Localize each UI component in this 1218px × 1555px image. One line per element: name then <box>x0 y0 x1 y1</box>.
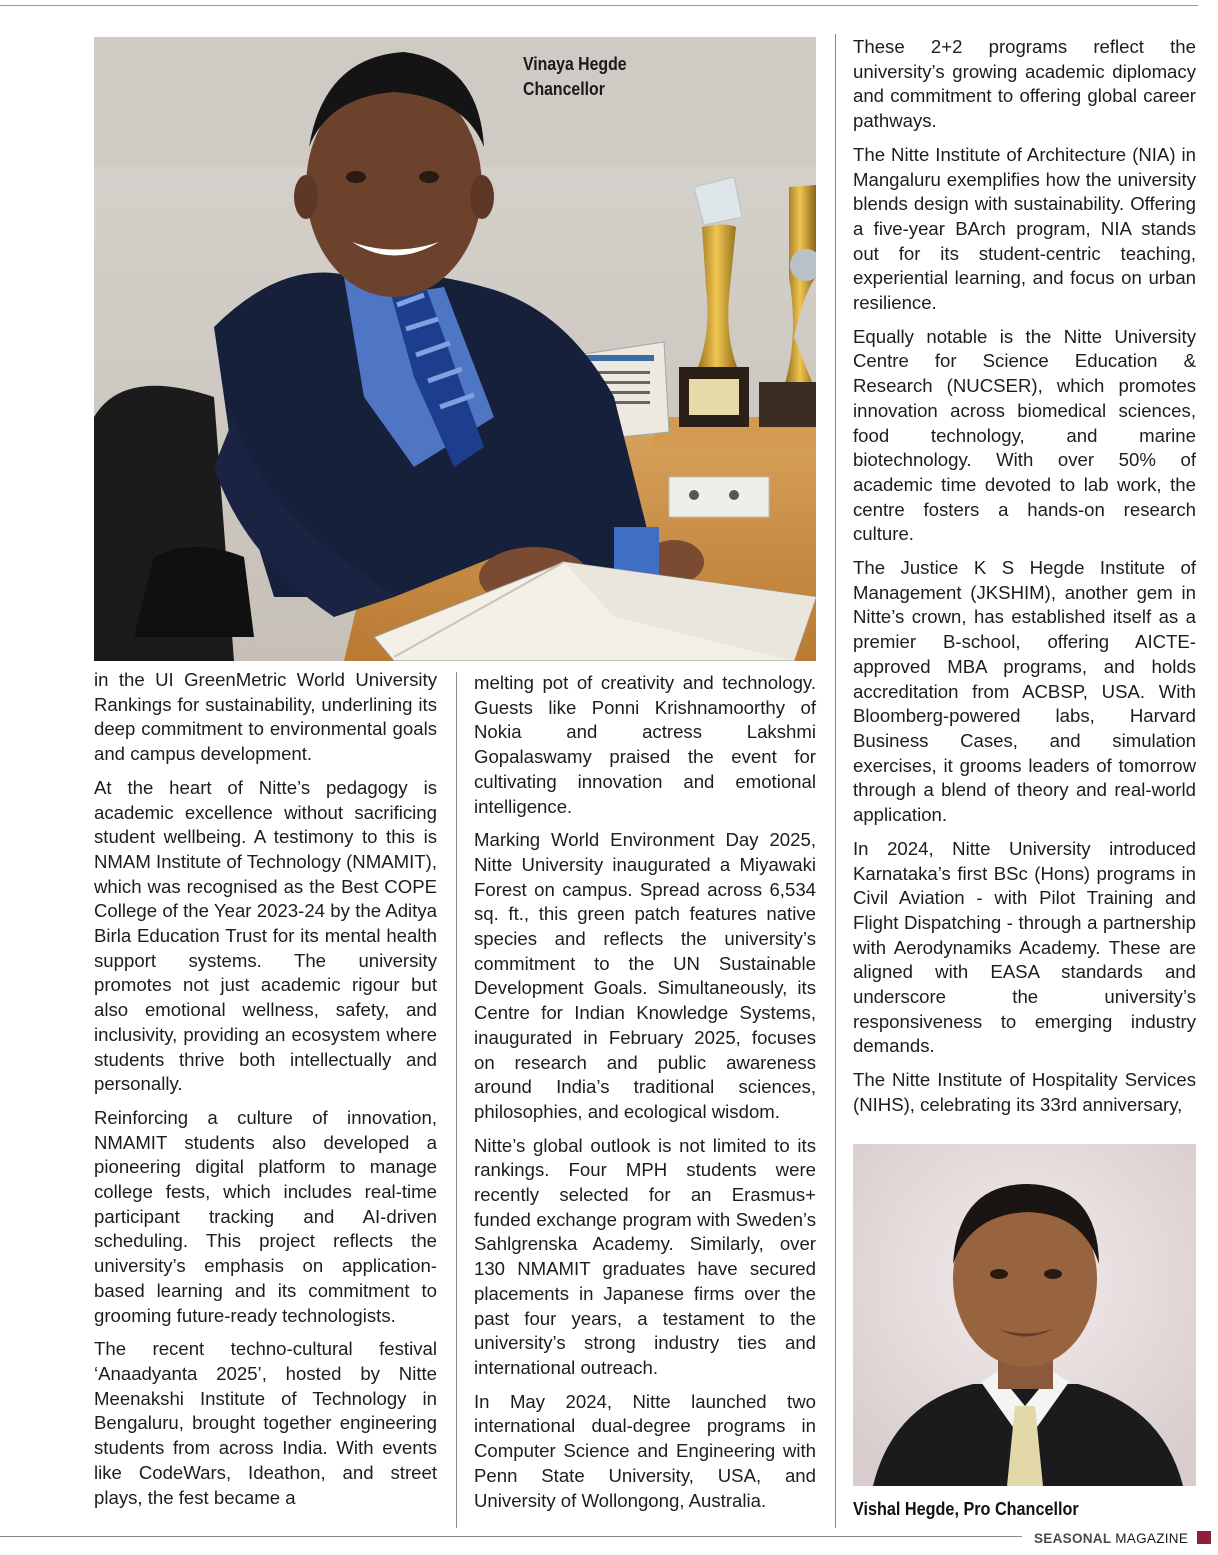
pro-chancellor-photo <box>853 1144 1196 1486</box>
paragraph: melting pot of creativity and technology. Guests like Ponni Krishnamoorthy of Nokia and actress Lakshmi Gopalaswamy praised the event for cultivating innovation and emotional intelligence. <box>474 672 816 817</box>
paragraph: At the heart of Nitte’s pedagogy is academic excellence without sacrificing student wellbeing. A testimony to this is NMAM Institute of Technology (NMAMIT), which was recognised as the Best COPE College of the Year 2023-24 by the Aditya Birla Education Trust for its mental health support systems. The university promotes not just academic rigour but also emotional wellness, safety, and inclusivity, providing an ecosystem where students thrive both intellectually and personally. <box>94 776 437 1095</box>
footer-brand <box>1034 1531 1211 1546</box>
paragraph: Marking World Environment Day 2025, Nitte University inaugurated a Miyawaki Forest on campus. Spread across 6,534 sq. ft., this green patch features native species and reflects the university’s commitment to the UN Sustainable Development Goals. Simultaneously, its Centre for Indian Knowledge Systems, inaugurated in February 2025, focuses on research and public awareness around India’s traditional sciences, philosophies, and ecological wisdom. <box>474 829 816 1122</box>
chancellor-name: Vinaya Hegde <box>523 54 627 74</box>
paragraph: In May 2024, Nitte launched two international dual-degree programs in Computer Science and Engineering with Penn State University, USA, and University of Wollongong, Australia. <box>474 1390 816 1511</box>
footer-brand-magazine: MAGAZINE <box>1115 1531 1189 1546</box>
paragraph: The Justice K S Hegde Institute of Management (JKSHIM), another gem in Nitte’s crown, has established itself as a premier B-school, offering AICTE-approved MBA programs, and holds accreditation from ACBSP, USA. With Bloomberg-powered labs, Harvard Business Cases, and simulation exercises, it grooms leaders of tomorrow through a blend of theory and real-world application. <box>853 557 1196 826</box>
article-column-3 <box>853 35 1196 1127</box>
chancellor-title: Chancellor <box>523 79 605 99</box>
paragraph: in the UI GreenMetric World University Rankings for sustainability, underlining its deep commitment to environmental goals and campus development. <box>94 669 437 765</box>
chancellor-caption <box>523 52 627 102</box>
article-column-2 <box>474 671 816 1522</box>
article-column-1 <box>94 668 437 1519</box>
paragraph: These 2+2 programs reflect the university’s growing academic diplomacy and commitment to offering global career pathways. <box>853 36 1196 132</box>
column-divider-left <box>456 672 457 1528</box>
top-rule <box>0 5 1198 6</box>
footer-square-icon <box>1197 1531 1211 1544</box>
paragraph: The Nitte Institute of Hospitality Services (NIHS), celebrating its 33rd anniversary, <box>853 1069 1196 1115</box>
paragraph: The Nitte Institute of Architecture (NIA) in Mangaluru exemplifies how the university blends design with sustainability. Offering a five-year BArch program, NIA stands out for its student-centric teaching, experiential learning, and focus on urban resilience. <box>853 143 1196 314</box>
paragraph: Equally notable is the Nitte University Centre for Science Education & Research (NUCSER), which promotes innovation across biomedical sciences, food technology, and marine biotechnology. With over 50% of academic time devoted to lab work, the centre fosters a hands-on research culture. <box>853 325 1196 545</box>
paragraph: In 2024, Nitte University introduced Karnataka’s first BSc (Hons) programs in Civil Aviation - with Pilot Training and Flight Dispatching - through a partnership with Aerodynamiks Academy. These are aligned with EASA standards and underscore the university’s responsiveness to emerging industry demands. <box>853 837 1196 1057</box>
paragraph: The recent techno-cultural festival ‘Anaadyanta 2025’, hosted by Nitte Meenakshi Institute of Technology in Bengaluru, brought together engineering students from across India. With events like CodeWars, Ideathon, and street plays, the fest became a <box>94 1338 437 1508</box>
paragraph: Nitte’s global outlook is not limited to its rankings. Four MPH students were recently selected for an Erasmus+ funded exchange program with Sweden’s Sahlgrenska Academy. Similarly, over 130 NMAMIT graduates have secured placements in Japanese firms over the past four years, a testament to the university’s strong industry ties and international outreach. <box>474 1134 816 1378</box>
paragraph: Reinforcing a culture of innovation, NMAMIT students also developed a pioneering digital platform to manage college fests, which includes real-time participant tracking and AI-driven scheduling. This project reflects the university’s emphasis on application-based learning and its commitment to grooming future-ready technologists. <box>94 1106 437 1326</box>
column-divider-right <box>835 34 836 1528</box>
pro-chancellor-caption: Vishal Hegde, Pro Chancellor <box>853 1499 1079 1519</box>
chancellor-photo <box>94 37 816 661</box>
footer-rule <box>0 1536 1022 1537</box>
footer-brand-seasonal: SEASONAL <box>1034 1531 1112 1546</box>
